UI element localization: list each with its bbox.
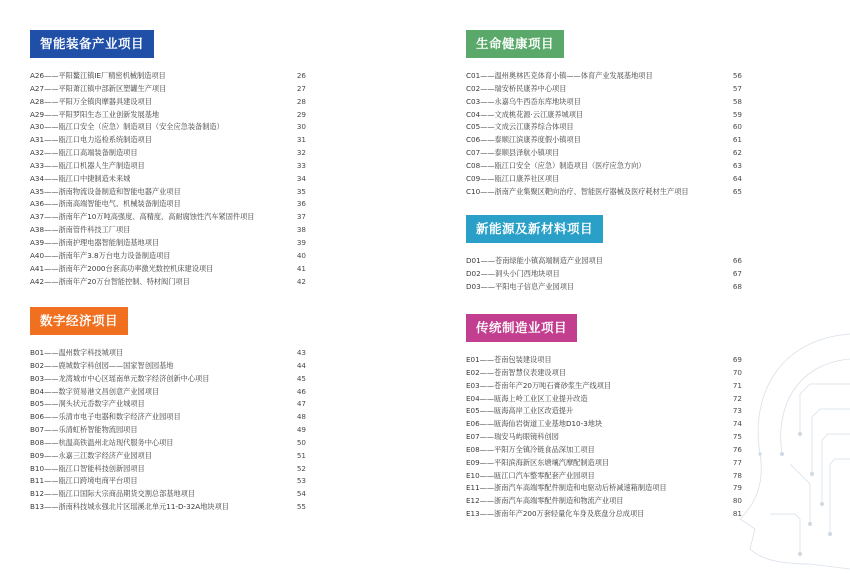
toc-entry-label: E04——瓯海上岭工业区工业提升改造 xyxy=(466,393,588,403)
toc-entry[interactable] xyxy=(466,96,742,109)
toc-entry-page-number: 68 xyxy=(732,281,742,291)
toc-entry[interactable] xyxy=(30,263,306,276)
toc-entry-label: A34——瓯江口中捷制造未来城 xyxy=(30,173,131,183)
toc-entry[interactable] xyxy=(30,475,306,488)
section-new-energy xyxy=(466,215,742,294)
toc-entry-label: A29——平阳罗阳生态工业创新发展基地 xyxy=(30,109,160,119)
toc-entry-label: E13——浙南年产200万套轻量化车身及底盘分总成项目 xyxy=(466,509,645,519)
toc-entry[interactable] xyxy=(30,121,306,134)
toc-entry-page-number: 32 xyxy=(296,148,306,158)
toc-entry-page-number: 52 xyxy=(296,463,306,473)
section-title-life-health: 生命健康项目 xyxy=(466,30,564,58)
toc-entry-page-number: 56 xyxy=(732,71,742,80)
toc-entry-page-number: 41 xyxy=(296,263,306,273)
toc-entry-label: A40——浙南年产3.8万台电力设备制造项目 xyxy=(30,250,171,260)
toc-entry-label: B09——永嘉三江数字经济产业园项目 xyxy=(30,450,152,460)
toc-entry-label: C07——泰顺县泽航小镇项目 xyxy=(466,148,560,158)
toc-entry-page-number: 77 xyxy=(732,457,742,467)
toc-entry-label: A38——浙南管件科技工厂项目 xyxy=(30,225,131,235)
toc-entry[interactable] xyxy=(466,160,742,173)
toc-entry-page-number: 61 xyxy=(732,135,742,145)
toc-entry-page-number: 71 xyxy=(732,380,742,390)
toc-entry[interactable] xyxy=(30,360,306,373)
toc-entry-page-number: 79 xyxy=(732,483,742,493)
toc-entry[interactable] xyxy=(30,173,306,186)
toc-entry-label: A35——浙南物流设备制造和智能电器产业项目 xyxy=(30,186,181,196)
toc-entry-label: E10——瓯江口汽车整零配套产业园项目 xyxy=(466,470,595,480)
toc-entry[interactable] xyxy=(466,147,742,160)
toc-entry[interactable] xyxy=(30,347,306,360)
toc-entry[interactable] xyxy=(466,109,742,122)
toc-entry[interactable] xyxy=(30,96,306,109)
toc-entry-label: C04——文成桃花源·云江康养城项目 xyxy=(466,109,584,119)
list-smart-equipment xyxy=(30,70,306,288)
toc-entry-page-number: 62 xyxy=(732,148,742,158)
toc-entry[interactable] xyxy=(30,134,306,147)
toc-entry-label: A26——平阳鳌江镇IE厂精密机械制造项目 xyxy=(30,71,166,80)
toc-entry[interactable] xyxy=(30,109,306,122)
toc-entry[interactable] xyxy=(30,501,306,514)
toc-entry-page-number: 58 xyxy=(732,96,742,106)
toc-entry-label: C03——永嘉乌牛西岙东库地块项目 xyxy=(466,96,581,106)
toc-entry-page-number: 64 xyxy=(732,173,742,183)
toc-entry-label: A41——浙南年产2000台套高功率激光数控机床建设项目 xyxy=(30,263,214,273)
toc-entry-page-number: 51 xyxy=(296,450,306,460)
toc-entry-label: A32——瓯江口高端装备制造项目 xyxy=(30,148,138,158)
toc-entry-page-number: 76 xyxy=(732,444,742,454)
toc-entry-label: D03——平阳电子信息产业园项目 xyxy=(466,281,575,291)
toc-entry-label: A27——平阳萧江镇中部新区塑罐生产项目 xyxy=(30,83,167,93)
toc-entry[interactable] xyxy=(30,186,306,199)
toc-entry-label: B12——瓯江口国际大宗商品期货交割总部基地项目 xyxy=(30,489,196,499)
toc-entry-page-number: 40 xyxy=(296,250,306,260)
toc-entry-page-number: 73 xyxy=(732,406,742,416)
toc-entry-label: B03——龙湾城市中心区瑶南单元数字经济创新中心项目 xyxy=(30,373,210,383)
toc-entry-page-number: 42 xyxy=(296,276,306,286)
list-new-energy xyxy=(466,255,742,294)
toc-entry-page-number: 47 xyxy=(296,399,306,409)
toc-entry-page-number: 30 xyxy=(296,122,306,132)
list-life-health xyxy=(466,70,742,198)
toc-entry-label: C01——温州奥林匹克体育小镇——体育产业发展基地项目 xyxy=(466,71,653,80)
toc-entry-page-number: 81 xyxy=(732,509,742,519)
toc-entry-label: B02——鹿城数字科创园——国家智创园基地 xyxy=(30,360,174,370)
section-title-smart-equipment: 智能装备产业项目 xyxy=(30,30,154,58)
toc-entry-page-number: 46 xyxy=(296,386,306,396)
toc-entry[interactable] xyxy=(30,437,306,450)
toc-entry-label: A37——浙南年产10万吨高强度、高精度、高耐腐蚀性汽车紧固件项目 xyxy=(30,212,255,222)
list-digital-economy xyxy=(30,347,306,514)
toc-entry[interactable] xyxy=(30,224,306,237)
toc-entry-page-number: 67 xyxy=(732,268,742,278)
toc-entry-page-number: 39 xyxy=(296,237,306,247)
toc-entry-page-number: 50 xyxy=(296,437,306,447)
toc-entry[interactable] xyxy=(30,398,306,411)
toc-entry-page-number: 72 xyxy=(732,393,742,403)
toc-entry[interactable] xyxy=(30,488,306,501)
toc-entry-label: B08——杭温高铁温州北站现代服务中心项目 xyxy=(30,437,174,447)
toc-entry-label: E12——浙南汽车高端零配件制造和物流产业项目 xyxy=(466,496,624,506)
toc-entry-page-number: 74 xyxy=(732,419,742,429)
toc-entry-label: B04——数字贸易港文昌创意产业园项目 xyxy=(30,386,160,396)
toc-entry-label: E02——苍南智慧仪表建设项目 xyxy=(466,367,566,377)
toc-entry-page-number: 53 xyxy=(296,476,306,486)
toc-entry[interactable] xyxy=(466,186,742,199)
toc-entry-page-number: 59 xyxy=(732,109,742,119)
toc-entry-page-number: 28 xyxy=(296,96,306,106)
toc-entry[interactable] xyxy=(30,160,306,173)
toc-entry-label: E03——苍南年产20万吨石膏砂浆生产线项目 xyxy=(466,380,612,390)
toc-entry-label: C05——文成云江康养综合体项目 xyxy=(466,122,574,132)
toc-entry-page-number: 43 xyxy=(296,348,306,357)
section-smart-equipment xyxy=(30,30,306,288)
toc-entry-label: A31——瓯江口电力巡检系统制造项目 xyxy=(30,135,152,145)
toc-entry-label: E05——瓯海高岸工业区改造提升 xyxy=(466,406,574,416)
toc-entry-page-number: 57 xyxy=(732,83,742,93)
toc-entry-label: C08——瓯江口安全（应急）制造项目（医疗应急方向） xyxy=(466,160,646,170)
toc-entry[interactable] xyxy=(30,373,306,386)
toc-entry-page-number: 80 xyxy=(732,496,742,506)
toc-entry-label: A28——平阳万全镇肉摩器具建设项目 xyxy=(30,96,152,106)
toc-entry-page-number: 36 xyxy=(296,199,306,209)
toc-entry-page-number: 38 xyxy=(296,225,306,235)
toc-entry-label: D02——洞头小门西地块项目 xyxy=(466,268,560,278)
toc-entry-label: B05——洞头状元岙数字产业城项目 xyxy=(30,399,145,409)
toc-entry-label: B10——瓯江口智能科技创新园项目 xyxy=(30,463,145,473)
toc-entry-page-number: 37 xyxy=(296,212,306,222)
toc-entry[interactable] xyxy=(30,147,306,160)
section-title-new-energy: 新能源及新材料项目 xyxy=(466,215,603,243)
toc-entry-label: E01——苍南包装建设项目 xyxy=(466,355,552,364)
toc-entry-label: B07——乐清虹桥智能物流园项目 xyxy=(30,425,138,435)
section-title-traditional-manufacturing: 传统制造业项目 xyxy=(466,314,577,342)
section-life-health xyxy=(466,30,742,198)
section-digital-economy xyxy=(30,307,306,514)
toc-entry[interactable] xyxy=(30,237,306,250)
toc-entry[interactable] xyxy=(466,281,742,294)
toc-entry-label: C06——泰顺江滨康养度假小镇项目 xyxy=(466,135,581,145)
toc-entry-label: A42——浙南年产20万台智能控制、特材阀门项目 xyxy=(30,276,190,286)
toc-entry-label: B11——瓯江口跨境电商平台项目 xyxy=(30,476,138,486)
toc-entry-page-number: 69 xyxy=(732,355,742,364)
toc-entry-page-number: 70 xyxy=(732,367,742,377)
toc-entry-page-number: 63 xyxy=(732,160,742,170)
toc-entry[interactable] xyxy=(466,83,742,96)
toc-entry-page-number: 27 xyxy=(296,83,306,93)
toc-entry-label: B01——温州数字科技城项目 xyxy=(30,348,124,357)
toc-entry-label: A33——瓯江口机器人生产制造项目 xyxy=(30,160,145,170)
toc-entry-page-number: 33 xyxy=(296,160,306,170)
toc-entry[interactable] xyxy=(30,386,306,399)
toc-entry-page-number: 35 xyxy=(296,186,306,196)
toc-entry[interactable] xyxy=(466,255,742,268)
toc-entry[interactable] xyxy=(466,173,742,186)
toc-entry-page-number: 55 xyxy=(296,502,306,512)
toc-entry[interactable] xyxy=(30,211,306,224)
toc-entry-page-number: 49 xyxy=(296,425,306,435)
circuit-head-graphic xyxy=(700,314,850,574)
toc-entry[interactable] xyxy=(30,424,306,437)
toc-entry[interactable] xyxy=(466,121,742,134)
toc-entry-label: E07——瑞安马屿眼镜科创园 xyxy=(466,432,559,442)
toc-entry-page-number: 34 xyxy=(296,173,306,183)
toc-entry[interactable] xyxy=(30,198,306,211)
toc-entry-label: A39——浙南护理电器智能制造基地项目 xyxy=(30,237,160,247)
toc-entry[interactable] xyxy=(466,70,742,83)
toc-entry-page-number: 75 xyxy=(732,432,742,442)
toc-entry[interactable] xyxy=(30,411,306,424)
toc-entry-page-number: 65 xyxy=(732,186,742,196)
toc-entry-label: C10——浙南产业集聚区靶向治疗、智能医疗器械及医疗耗材生产项目 xyxy=(466,186,689,196)
toc-entry-label: C09——瓯江口康养社区项目 xyxy=(466,173,560,183)
toc-entry-label: A36——浙南高端智能电气、机械装备制造项目 xyxy=(30,199,181,209)
toc-entry[interactable] xyxy=(30,83,306,96)
toc-entry[interactable] xyxy=(30,276,306,289)
toc-entry-label: E09——平阳滨海新区东塘壤汽摩配制造项目 xyxy=(466,457,610,467)
toc-entry[interactable] xyxy=(466,268,742,281)
toc-entry-page-number: 31 xyxy=(296,135,306,145)
section-title-digital-economy: 数字经济项目 xyxy=(30,307,128,335)
toc-entry-page-number: 29 xyxy=(296,109,306,119)
toc-entry-label: E08——平阳万全镇冷链食品深加工项目 xyxy=(466,444,595,454)
toc-entry[interactable] xyxy=(30,70,306,83)
toc-entry-page-number: 54 xyxy=(296,489,306,499)
toc-entry-page-number: 45 xyxy=(296,373,306,383)
toc-entry-page-number: 44 xyxy=(296,360,306,370)
toc-entry-label: D01——苍南绿能小镇高端制造产业园项目 xyxy=(466,256,603,265)
toc-entry-page-number: 78 xyxy=(732,470,742,480)
toc-entry-page-number: 48 xyxy=(296,412,306,422)
toc-entry-label: C02——瑞安桥民康养中心项目 xyxy=(466,83,567,93)
toc-entry-label: A30——瓯江口安全（应急）制造项目（安全应急装备制造） xyxy=(30,122,224,132)
toc-entry-page-number: 26 xyxy=(296,71,306,80)
toc-entry[interactable] xyxy=(30,250,306,263)
toc-entry[interactable] xyxy=(466,134,742,147)
toc-entry[interactable] xyxy=(30,463,306,476)
toc-entry-label: E11——浙南汽车高端零配件制造和电驱动后桥减速箱制造项目 xyxy=(466,483,667,493)
toc-entry-label: B06——乐清市电子电器和数字经济产业园项目 xyxy=(30,412,181,422)
toc-entry-page-number: 66 xyxy=(732,256,742,265)
toc-entry[interactable] xyxy=(30,450,306,463)
toc-entry-page-number: 60 xyxy=(732,122,742,132)
toc-entry-label: B13——浙南科技城永强北片区瑶溪北单元11-D-32A地块项目 xyxy=(30,502,229,512)
toc-entry-label: E06——瓯海仙岩街道工业基地D10-3地块 xyxy=(466,419,603,429)
